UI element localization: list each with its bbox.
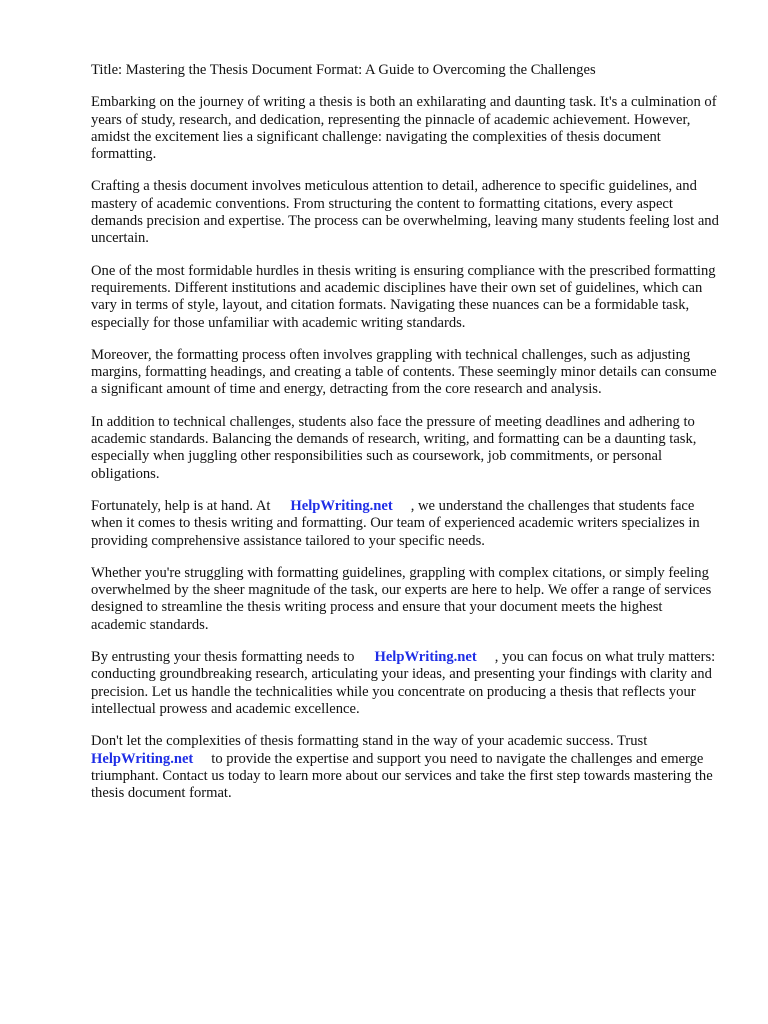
paragraph-technical: Moreover, the formatting process often involves grappling with technical challenges, such as adjusting margins, formatting headings, and creating a table of contents. These seemingly minor details can consume a significant amount of time and energy, detracting from the core research and analysis. xyxy=(91,346,717,398)
paragraph-entrusting-rest: , you can focus on what truly matters: conducting groundbreaking research, articulating your ideas, and presenting your findings with clarity and precision. Let us handle the technicalities while you concentrate on producing a thesis that reflects your intellectual prowess and academic excellence. xyxy=(91,649,716,717)
paragraph-crafting: Crafting a thesis document involves meticulous attention to detail, adherence to specific guidelines, and mastery of academic conventions. From structuring the content to formatting citations, every aspect demands precision and expertise. The process can be overwhelming, leaving many students feeling lost and uncertain. xyxy=(91,178,719,247)
paragraph-fortunately-rest: , we understand the challenges that students face when it comes to thesis writing and formatting. Our team of experienced academic writers specializes in providing comprehensive assistance tailored to your specific needs. xyxy=(91,497,700,549)
document-page xyxy=(91,62,721,817)
helpwriting-link-3[interactable]: HelpWriting.net xyxy=(91,750,194,767)
paragraph-closing xyxy=(91,733,721,802)
paragraph-deadlines: In addition to technical challenges, students also face the pressure of meeting deadlines and adhering to academic standards. Balancing the demands of research, writing, and formatting can be a daunting task, especially when juggling other responsibilities such as coursework, job commitments, or personal obligations. xyxy=(91,413,697,482)
paragraph-entrusting-lead: By entrusting your thesis formatting needs to xyxy=(91,649,355,666)
paragraph-fortunately-lead: Fortunately, help is at hand. At xyxy=(91,497,271,514)
helpwriting-link-1[interactable]: HelpWriting.net xyxy=(290,497,393,514)
paragraph-entrusting xyxy=(91,649,721,718)
paragraph-closing-lead: Don't let the complexities of thesis formatting stand in the way of your academic success. Trust xyxy=(91,733,648,750)
paragraph-closing-rest: to provide the expertise and support you need to navigate the challenges and emerge triumphant. Contact us today to learn more about our services and take the first step towards mastering the thesis document format. xyxy=(91,750,713,802)
document-title: Title: Mastering the Thesis Document Format: A Guide to Overcoming the Challenges xyxy=(91,62,596,78)
helpwriting-link-2[interactable]: HelpWriting.net xyxy=(374,649,477,666)
paragraph-fortunately xyxy=(91,498,721,550)
paragraph-whether: Whether you're struggling with formatting guidelines, grappling with complex citations, or simply feeling overwhelmed by the sheer magnitude of the task, our experts are here to help. We offer a range of services designed to streamline the thesis writing process and ensure that your document meets the highest academic standards. xyxy=(91,564,712,633)
paragraph-intro: Embarking on the journey of writing a thesis is both an exhilarating and daunting task. It's a culmination of years of study, research, and dedication, representing the pinnacle of academic achievement. However, amidst the excitement lies a significant challenge: navigating the complexities of thesis document formatting. xyxy=(91,94,717,163)
paragraph-hurdles: One of the most formidable hurdles in thesis writing is ensuring compliance with the prescribed formatting requirements. Different institutions and academic disciplines have their own set of guidelines, which can vary in terms of style, layout, and citation formats. Navigating these nuances can be a formidable task, especially for those unfamiliar with academic writing standards. xyxy=(91,262,716,331)
